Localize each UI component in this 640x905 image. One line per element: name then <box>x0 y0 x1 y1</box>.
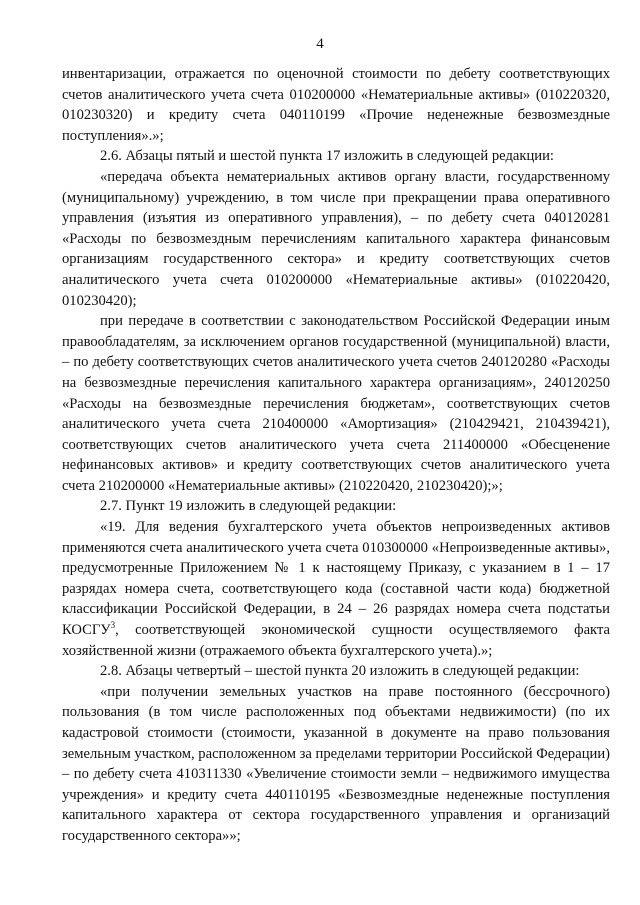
paragraph-transfer-to-holders: при передаче в соответствии с законодательством Российской Федерации иным правообладателям, за исключением органов государственной (муниципальной) власти, – по дебету соответствующих счетов аналитического учета счетов 240120280 «Расходы на безвозмездные перечисления капитального характера организациям», 240120250 «Расходы на безвозмездные перечисления бюджетам», соответствующих счетов аналитического учета счета 210400000 «Амортизация» (210429421, 210439421), соответствующих счетов аналитического учета счета 211400000 «Обесценение нефинансовых активов» и кредиту соответствующих счетов аналитического учета счета 210200000 «Нематериальные активы» (210220420, 210230420);»; <box>62 313 610 494</box>
paragraph-section-2-7: 2.7. Пункт 19 изложить в следующей редакции: <box>100 498 397 515</box>
document-body <box>62 64 610 847</box>
paragraph-section-2-8: 2.8. Абзацы четвертый – шестой пункта 20 изложить в следующей редакции: <box>100 663 580 680</box>
paragraph-transfer-to-authority: «передача объекта нематериальных активов органу власти, государственному (муниципальному) учреждению, в том числе при прекращении права оперативного управления (изъятия из оперативного управления), – по дебету счета 040120281 «Расходы по безвозмездным перечислениям капитального характера финансовым организациям государственного сектора» и кредиту соответствующих счетов аналитического учета счета 010200000 «Нематериальные активы» (010220420, 010230420); <box>62 168 610 309</box>
paragraph-land-plots: «при получении земельных участков на праве постоянного (бессрочного) пользования (в том числе расположенных под объектами недвижимости) (по их кадастровой стоимости (стоимости, указанной в документе на право пользования земельным участком, расположенном за пределами территории Российской Федерации) – по дебету счета 410311330 «Увеличение стоимости земли – недвижимого имущества учреждения» и кредиту счета 440110195 «Безвозмездные неденежные поступления капитального характера от сектора государственного управления и организаций государственного сектора»»; <box>62 683 610 844</box>
point-19-text: «19. Для ведения бухгалтерского учета объектов непроизведенных активов применяются счета аналитического учета счета 010300000 «Непроизведенные активы», предусмотренные Приложением № 1 к настоящему Приказу, с указанием в 1 – 17 разрядах номера счета, соответствующего кода (составной части кода) бюджетной классификации Российской Федерации, в 24 – 26 разрядах номера счета подстатьи КОСГУ <box>62 519 610 639</box>
paragraph-point-19 <box>62 517 610 661</box>
paragraph-continuation: инвентаризации, отражается по оценочной стоимости по дебету соответствующих счетов аналитического учета счета 010200000 «Нематериальные активы» (010220320, 010230320) и кредиту счета 040110199 «Прочие неденежные безвозмездные поступления».»; <box>62 66 610 144</box>
page-number: 4 <box>316 36 324 52</box>
paragraph-section-2-6: 2.6. Абзацы пятый и шестой пункта 17 изложить в следующей редакции: <box>100 148 554 165</box>
point-19-text-end: , соответствующей экономической сущности осуществляемого факта хозяйственной жизни (отражаемого объекта бухгалтерского учета).»; <box>62 622 610 659</box>
footnote-reference: 3 <box>110 620 116 631</box>
